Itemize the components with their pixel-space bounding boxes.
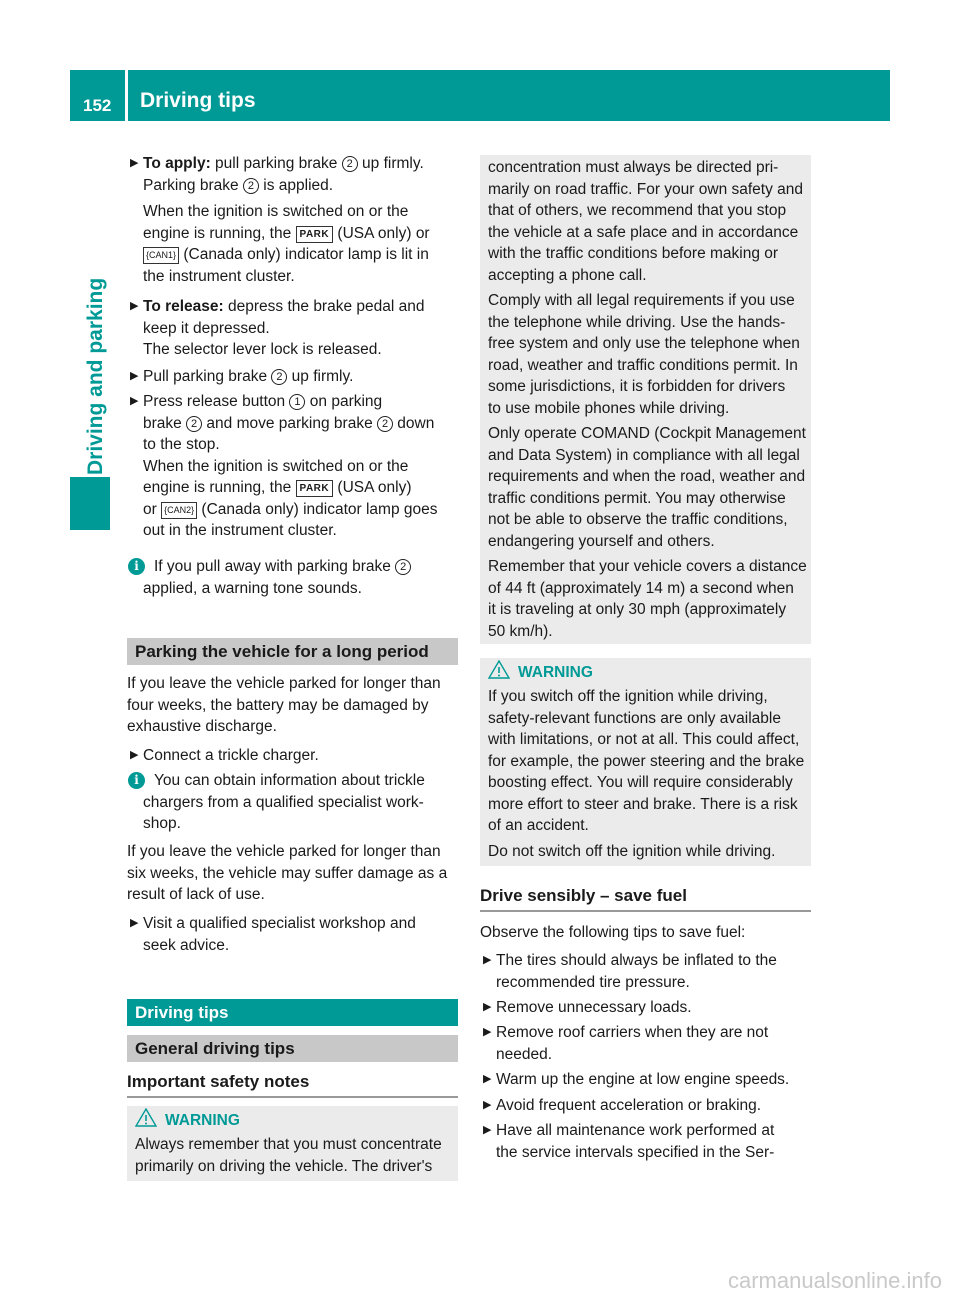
paragraph <box>127 201 430 287</box>
text-line: Observe the following tips to save fuel: <box>480 924 746 941</box>
text-line: The selector lever lock is released. <box>143 341 382 358</box>
warning-label: WARNING <box>518 664 593 681</box>
info-icon: i <box>128 558 145 575</box>
warning-box <box>480 658 811 866</box>
bold-lead-in: To release: <box>143 298 224 315</box>
instruction-step <box>127 153 424 196</box>
text-line: marily on road traffic. For your own safety and <box>488 180 804 198</box>
bullet-arrow-icon: ▶ <box>483 1073 492 1085</box>
callout-number-icon: 1 <box>289 394 305 410</box>
paragraph <box>488 556 807 642</box>
park-indicator-icon: PARK <box>296 226 334 243</box>
text-line: Pull parking brake 2 up firmly. <box>143 368 354 385</box>
text-line: out in the instrument cluster. <box>143 522 337 539</box>
text-line: If you pull away with parking brake 2 <box>127 556 411 578</box>
text-line: chargers from a qualified specialist work- <box>143 793 424 811</box>
instruction-step <box>480 950 777 993</box>
text-line: endangering yourself and others. <box>488 532 715 550</box>
bullet-arrow-icon: ▶ <box>130 917 139 929</box>
instruction-step <box>480 1095 761 1117</box>
text-line: four weeks, the battery may be damaged by <box>127 696 429 714</box>
section-tab-marker <box>70 477 110 530</box>
instruction-step <box>127 366 353 388</box>
text-line: When the ignition is switched on or the <box>143 457 409 475</box>
text-line: exhaustive discharge. <box>127 718 277 735</box>
text-line: Avoid frequent acceleration or braking. <box>496 1097 762 1114</box>
text-line: and Data System) in compliance with all legal <box>488 446 800 464</box>
watermark: carmanualsonline.info <box>727 1268 942 1293</box>
text-line: accepting a phone call. <box>488 266 647 284</box>
paragraph <box>488 157 807 286</box>
text-line: road, weather and traffic conditions permit. In <box>488 356 798 374</box>
text-line: the service intervals specified in the Ser- <box>496 1143 775 1161</box>
text-line: with the traffic conditions before making or <box>488 245 779 262</box>
paragraph <box>488 686 804 837</box>
text-line: Remember that your vehicle covers a distance <box>488 558 807 575</box>
instruction-step <box>127 745 319 767</box>
text-line: Warm up the engine at low engine speeds. <box>496 1071 790 1088</box>
text-line: The tires should always be inflated to the <box>496 952 777 969</box>
text-line: recommended tire pressure. <box>496 973 690 991</box>
text-line: the instrument cluster. <box>143 267 295 285</box>
callout-number-icon: 2 <box>342 156 358 172</box>
bullet-arrow-icon: ▶ <box>130 749 139 761</box>
text-line: free system and only use the telephone when <box>488 335 800 352</box>
callout-number-icon: 2 <box>395 559 411 575</box>
text-line: {CAN1} (Canada only) indicator lamp is lit in <box>127 244 430 266</box>
text-line: If you leave the vehicle parked for longer than <box>127 675 441 692</box>
text-line: some jurisdictions, it is forbidden for drivers <box>488 378 786 395</box>
text-line: Always remember that you must concentrate <box>135 1136 442 1153</box>
section-tab-label: Driving and parking <box>84 277 107 475</box>
text-line: Connect a trickle charger. <box>143 747 319 764</box>
info-note <box>127 556 411 599</box>
text-line: of an accident. <box>488 817 589 834</box>
text-line: You can obtain information about trickle <box>154 772 425 789</box>
warning-title <box>135 1108 442 1130</box>
text-line: needed. <box>496 1045 553 1063</box>
brake-indicator-icon: {CAN1} <box>143 247 179 264</box>
warning-triangle-icon <box>135 1108 157 1134</box>
subsection-heading: General driving tips <box>127 1035 458 1062</box>
page-title: Driving tips <box>128 70 890 121</box>
park-indicator-icon: PARK <box>296 480 334 497</box>
bullet-arrow-icon: ▶ <box>483 1001 492 1013</box>
text-line: more effort to steer and brake. There is a risk <box>488 795 798 813</box>
text-line: To apply: pull parking brake 2 up firmly. <box>143 155 424 172</box>
warning-title <box>488 660 804 682</box>
bullet-arrow-icon: ▶ <box>483 1124 492 1136</box>
page-number: 152 <box>70 70 125 121</box>
instruction-step <box>127 391 438 542</box>
warning-triangle-icon <box>488 660 510 686</box>
bold-lead-in: To apply: <box>143 155 211 172</box>
text-line: with limitations, or not at all. This could affect, <box>488 731 800 748</box>
instruction-step <box>480 1022 768 1065</box>
bullet-arrow-icon: ▶ <box>483 954 492 966</box>
text-line: To release: depress the brake pedal and <box>143 298 425 315</box>
text-line: Only operate COMAND (Cockpit Management <box>488 425 806 442</box>
paragraph <box>488 290 807 419</box>
section-heading: Driving tips <box>127 999 458 1026</box>
text-line: shop. <box>143 815 181 832</box>
bullet-arrow-icon: ▶ <box>130 395 139 407</box>
bullet-arrow-icon: ▶ <box>130 157 139 169</box>
text-line: Comply with all legal requirements if you use <box>488 292 795 309</box>
text-line: not be able to observe the traffic conditions, <box>488 511 788 528</box>
callout-number-icon: 2 <box>243 178 259 194</box>
instruction-step <box>480 1120 774 1163</box>
bullet-arrow-icon: ▶ <box>483 1026 492 1038</box>
text-line: concentration must always be directed pri- <box>488 159 779 176</box>
info-note <box>127 770 425 835</box>
topic-heading: Important safety notes <box>127 1072 458 1098</box>
topic-heading: Drive sensibly – save fuel <box>480 886 811 912</box>
text-line: engine is running, the PARK (USA only) <box>143 479 412 496</box>
text-line: engine is running, the PARK (USA only) or <box>143 224 430 242</box>
text-line: for example, the power steering and the brake <box>488 752 805 770</box>
text-line: If you leave the vehicle parked for longer than <box>127 843 441 860</box>
bullet-arrow-icon: ▶ <box>130 370 139 382</box>
paragraph <box>127 673 441 738</box>
instruction-step <box>480 1069 789 1091</box>
text-line: it is traveling at only 30 mph (approximately <box>488 601 787 618</box>
text-line: Do not switch off the ignition while driving. <box>488 842 776 860</box>
text-line: result of lack of use. <box>127 886 265 903</box>
bullet-arrow-icon: ▶ <box>130 300 139 312</box>
text-line: seek advice. <box>143 936 230 954</box>
paragraph <box>488 841 804 863</box>
text-line: that of others, we recommend that you stop <box>488 202 787 219</box>
text-line: When the ignition is switched on or the <box>143 203 409 220</box>
text-line: Press release button 1 on parking <box>143 393 383 410</box>
text-line: keep it depressed. <box>143 319 270 337</box>
callout-number-icon: 2 <box>186 416 202 432</box>
warning-box <box>127 1106 458 1181</box>
text-line: boosting effect. You will require considerably <box>488 774 793 791</box>
instruction-step <box>127 913 416 956</box>
text-line: safety-relevant functions are only available <box>488 709 781 727</box>
paragraph <box>127 841 447 906</box>
text-line: to the stop. <box>143 436 220 453</box>
paragraph <box>480 922 745 944</box>
callout-number-icon: 2 <box>377 416 393 432</box>
text-line: Have all maintenance work performed at <box>496 1122 775 1139</box>
text-line: six weeks, the vehicle may suffer damage as a <box>127 864 448 882</box>
paragraph <box>488 423 807 552</box>
instruction-step <box>480 997 692 1019</box>
text-line: Parking brake 2 is applied. <box>143 176 334 194</box>
text-line: the telephone while driving. Use the hands- <box>488 313 786 331</box>
text-line: to use mobile phones while driving. <box>488 399 730 417</box>
text-line: 50 km/h). <box>488 622 553 640</box>
warning-label: WARNING <box>165 1112 240 1129</box>
text-line: applied, a warning tone sounds. <box>143 579 362 597</box>
info-icon: i <box>128 772 145 789</box>
text-line: brake 2 and move parking brake 2 down <box>143 414 435 432</box>
paragraph <box>135 1134 442 1177</box>
bullet-arrow-icon: ▶ <box>483 1099 492 1111</box>
parking-brake-indicator-icon: {CAN2} <box>161 502 197 519</box>
text-line: or {CAN2} (Canada only) indicator lamp goes <box>143 500 438 518</box>
callout-number-icon: 2 <box>271 369 287 385</box>
text-line: of 44 ft (approximately 14 m) a second when <box>488 579 794 597</box>
subsection-heading: Parking the vehicle for a long period <box>127 638 458 665</box>
text-line: Visit a qualified specialist workshop and <box>143 915 416 932</box>
text-line: requirements and when the road, weather and <box>488 468 806 485</box>
text-line: traffic conditions permit. You may otherwise <box>488 489 786 507</box>
text-line: primarily on driving the vehicle. The driver's <box>135 1157 433 1175</box>
text-line: Remove roof carriers when they are not <box>496 1024 769 1041</box>
instruction-step <box>127 296 424 361</box>
note-box <box>480 155 811 644</box>
text-line: Remove unnecessary loads. <box>496 999 692 1016</box>
text-line: If you switch off the ignition while driving, <box>488 688 768 705</box>
text-line: the vehicle at a safe place and in accordance <box>488 223 799 241</box>
